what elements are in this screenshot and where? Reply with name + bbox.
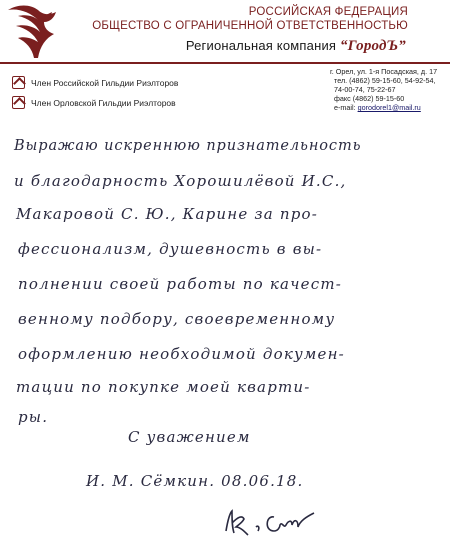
email-label: e-mail: bbox=[334, 103, 356, 113]
org-type-title: ОБЩЕСТВО С ОГРАНИЧЕННОЙ ОТВЕТСТВЕННОСТЬЮ bbox=[92, 20, 408, 32]
membership-russian-guild bbox=[12, 76, 178, 89]
letter-line: ры. bbox=[18, 408, 49, 426]
membership-label: Член Российской Гильдии Риэлторов bbox=[31, 77, 179, 88]
contact-block bbox=[330, 67, 448, 112]
company-prefix: Региональная компания bbox=[185, 38, 337, 53]
letter-line: фессионализм, душевность в вы- bbox=[18, 240, 323, 258]
letter-line: Макаровой С. Ю., Карине за про- bbox=[16, 205, 319, 223]
phone-1: тел. (4862) 59-15-60, 54-92-54, bbox=[334, 76, 436, 86]
company-title bbox=[0, 38, 450, 55]
company-brand: “ГородЪ” bbox=[339, 38, 406, 54]
guild-logo-icon bbox=[12, 96, 25, 109]
membership-label: Член Орловской Гильдии Риэлторов bbox=[31, 97, 176, 108]
closing: С уважением bbox=[128, 428, 251, 446]
country-title: РОССИЙСКАЯ ФЕДЕРАЦИЯ bbox=[248, 6, 408, 18]
signature-line: И. М. Сёмкин. 08.06.18. bbox=[86, 472, 304, 490]
email-link[interactable]: gorodorel1@mail.ru bbox=[357, 103, 421, 113]
guild-logo-icon bbox=[12, 76, 25, 89]
letter-line: и благодарность Хорошилёвой И.С., bbox=[14, 172, 347, 190]
email-row bbox=[330, 103, 448, 112]
letter-line: Выражаю искреннюю признательность bbox=[14, 138, 362, 154]
header-divider bbox=[0, 62, 450, 64]
letter-line: оформлению необходимой докумен- bbox=[18, 345, 345, 363]
letter-line: венному подбору, своевременному bbox=[18, 310, 336, 328]
letter-line: полнении своей работы по качест- bbox=[18, 275, 343, 293]
handwritten-signature bbox=[222, 505, 322, 539]
address: г. Орел, ул. 1-я Посадская, д. 17 bbox=[330, 67, 438, 76]
phone-2: 74-00-74, 75-22-67 bbox=[334, 85, 396, 95]
letter-line: тации по покупке моей кварти- bbox=[16, 378, 311, 396]
fax: факс (4862) 59-15-60 bbox=[334, 94, 405, 104]
membership-orel-guild bbox=[12, 96, 176, 109]
